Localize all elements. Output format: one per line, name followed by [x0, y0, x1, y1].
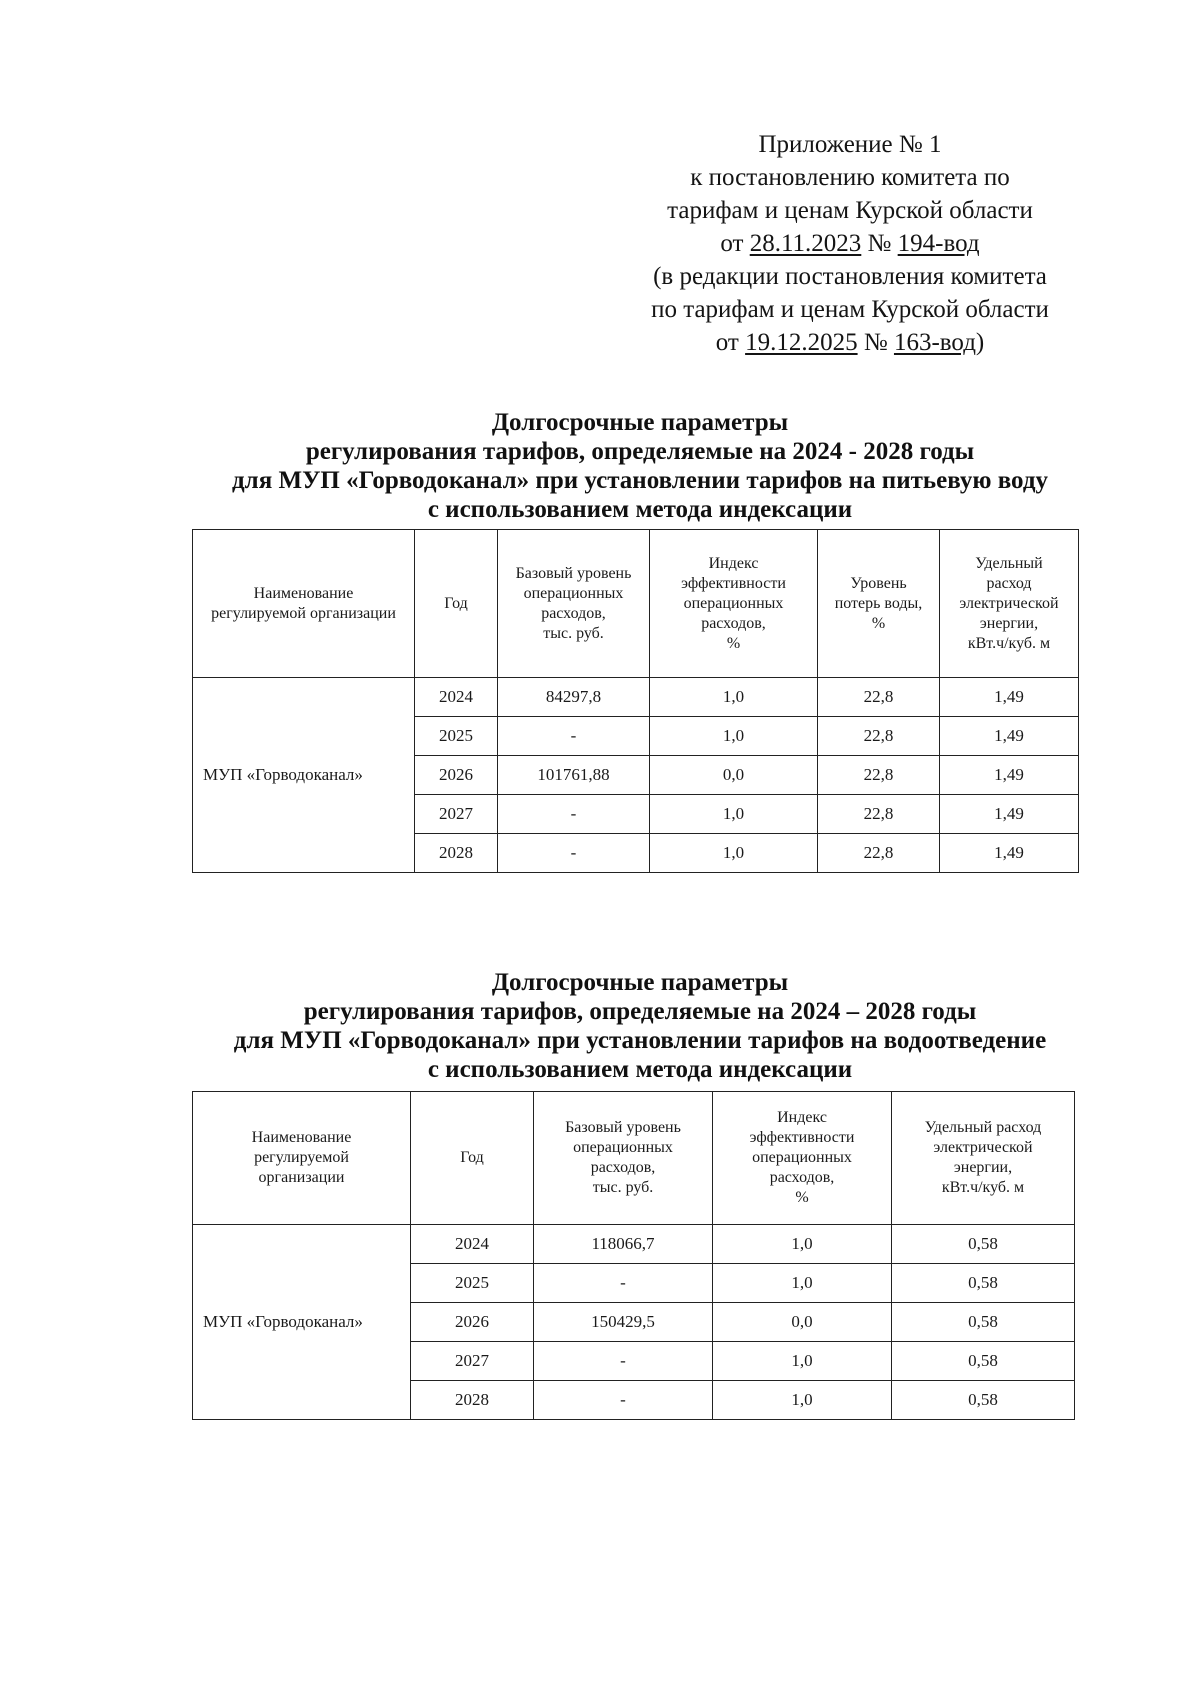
base-cell: - [498, 834, 650, 873]
year-cell: 2024 [411, 1225, 534, 1264]
year-cell: 2027 [411, 1342, 534, 1381]
year-cell: 2024 [415, 678, 498, 717]
title-line: регулирования тарифов, определяемые на 2024 – 2028 годы [303, 998, 977, 1025]
index-cell: 1,0 [650, 834, 818, 873]
resolution-number: 194-вод [897, 230, 980, 257]
index-cell: 0,0 [713, 1303, 892, 1342]
drinking-water-params-table [192, 529, 1079, 873]
energy-cell: 1,49 [940, 678, 1079, 717]
appendix-line: по тарифам и ценам Курской области [651, 296, 1049, 323]
header-row [193, 530, 1079, 678]
base-cell: - [498, 795, 650, 834]
base-cell: 101761,88 [498, 756, 650, 795]
title-line: с использованием метода индексации [427, 496, 853, 523]
index-cell: 1,0 [713, 1342, 892, 1381]
energy-cell: 1,49 [940, 756, 1079, 795]
year-cell: 2026 [411, 1303, 534, 1342]
energy-cell: 0,58 [892, 1303, 1075, 1342]
header-base-costs: Базовый уровень операционных расходов, тыс. руб. [498, 530, 650, 678]
header-efficiency-index: Индекс эффективности операционных расходов, % [650, 530, 818, 678]
losses-cell: 22,8 [818, 834, 940, 873]
header-efficiency-index: Индекс эффективности операционных расходов, % [713, 1092, 892, 1225]
header-org: Наименование регулируемой организации [193, 1092, 411, 1225]
appendix-text: от [720, 230, 750, 257]
energy-cell: 0,58 [892, 1264, 1075, 1303]
year-cell: 2028 [411, 1381, 534, 1420]
base-cell: - [498, 717, 650, 756]
title-line: регулирования тарифов, определяемые на 2024 - 2028 годы [305, 438, 975, 465]
appendix-text: ) [975, 329, 985, 356]
appendix-line [560, 326, 1140, 359]
appendix-text: № [861, 230, 898, 257]
table-row [193, 678, 1079, 717]
title-line: для МУП «Горводоканал» при установлении тарифов на водоотведение [233, 1027, 1047, 1054]
index-cell: 1,0 [650, 678, 818, 717]
energy-cell: 0,58 [892, 1342, 1075, 1381]
year-cell: 2028 [415, 834, 498, 873]
losses-cell: 22,8 [818, 756, 940, 795]
table2-title [150, 968, 1130, 1084]
year-cell: 2027 [415, 795, 498, 834]
base-cell: - [534, 1342, 713, 1381]
base-cell: 84297,8 [498, 678, 650, 717]
index-cell: 1,0 [650, 717, 818, 756]
appendix-text: от [715, 329, 746, 356]
losses-cell: 22,8 [818, 795, 940, 834]
appendix-line: к постановлению комитета по [690, 164, 1010, 191]
losses-cell: 22,8 [818, 717, 940, 756]
table-row [193, 1225, 1075, 1264]
title-line: Долгосрочные параметры [491, 969, 789, 996]
header-energy: Удельный расход электрической энергии, кВт.ч/куб. м [892, 1092, 1075, 1225]
appendix-header [560, 128, 1140, 359]
energy-cell: 1,49 [940, 834, 1079, 873]
base-cell: - [534, 1264, 713, 1303]
base-cell: 118066,7 [534, 1225, 713, 1264]
header-org: Наименование регулируемой организации [193, 530, 415, 678]
title-line: с использованием метода индексации [427, 1056, 853, 1083]
base-cell: - [534, 1381, 713, 1420]
index-cell: 1,0 [713, 1225, 892, 1264]
index-cell: 1,0 [650, 795, 818, 834]
appendix-line [560, 227, 1140, 260]
base-cell: 150429,5 [534, 1303, 713, 1342]
appendix-line: (в редакции постановления комитета [653, 263, 1047, 290]
year-cell: 2026 [415, 756, 498, 795]
losses-cell: 22,8 [818, 678, 940, 717]
header-year: Год [415, 530, 498, 678]
energy-cell: 1,49 [940, 717, 1079, 756]
resolution-date: 28.11.2023 [749, 230, 862, 257]
appendix-line: тарифам и ценам Курской области [667, 197, 1033, 224]
header-energy: Удельный расход электрической энергии, кВт.ч/куб. м [940, 530, 1079, 678]
org-name-cell: МУП «Горводоканал» [193, 1225, 411, 1420]
amendment-number: 163-вод [893, 329, 976, 356]
header-base-costs: Базовый уровень операционных расходов, тыс. руб. [534, 1092, 713, 1225]
index-cell: 1,0 [713, 1381, 892, 1420]
title-line: Долгосрочные параметры [491, 409, 789, 436]
org-name-cell: МУП «Горводоканал» [193, 678, 415, 873]
index-cell: 0,0 [650, 756, 818, 795]
header-water-losses: Уровень потерь воды, % [818, 530, 940, 678]
energy-cell: 1,49 [940, 795, 1079, 834]
year-cell: 2025 [411, 1264, 534, 1303]
appendix-text: № [857, 329, 894, 356]
energy-cell: 0,58 [892, 1381, 1075, 1420]
energy-cell: 0,58 [892, 1225, 1075, 1264]
table1-title [150, 408, 1130, 524]
header-year: Год [411, 1092, 534, 1225]
header-row [193, 1092, 1075, 1225]
wastewater-params-table [192, 1091, 1075, 1420]
appendix-line: Приложение № 1 [758, 131, 942, 158]
amendment-date: 19.12.2025 [745, 329, 858, 356]
title-line: для МУП «Горводоканал» при установлении тарифов на питьевую воду [232, 467, 1048, 494]
index-cell: 1,0 [713, 1264, 892, 1303]
year-cell: 2025 [415, 717, 498, 756]
